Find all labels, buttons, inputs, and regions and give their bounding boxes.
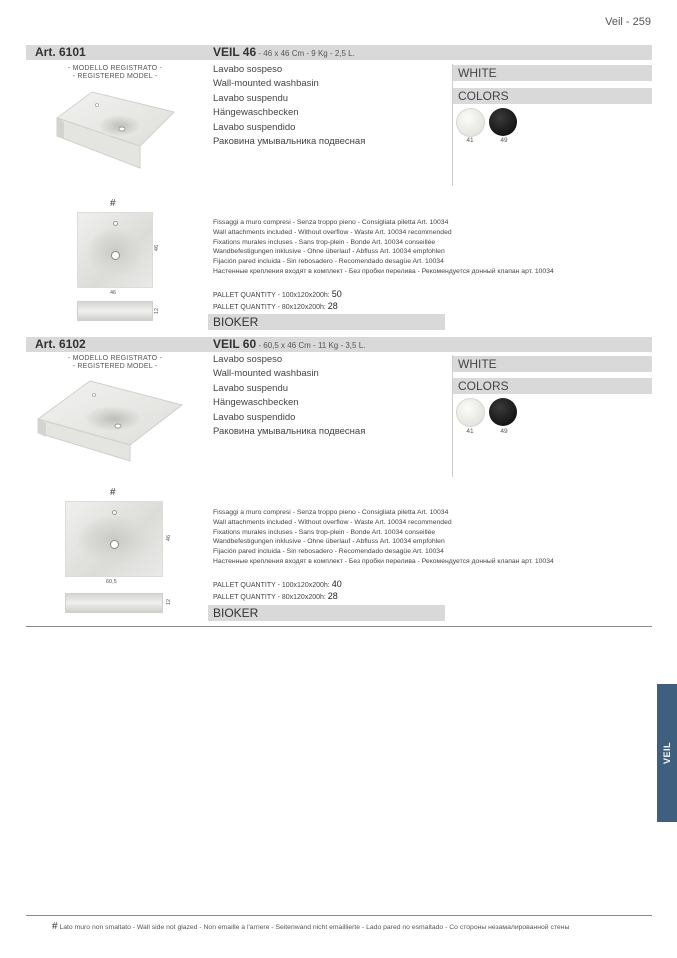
- wall-side-marker: #: [110, 487, 116, 498]
- pallet-value: 40: [331, 579, 342, 589]
- finish-header: [453, 65, 652, 81]
- footer-hash-marker: #: [52, 921, 58, 932]
- swatch-code: 41: [466, 137, 474, 144]
- description-de: Hängewaschbecken: [213, 107, 299, 119]
- pallet-value: 28: [327, 591, 338, 601]
- pallet-quantities: [213, 289, 342, 313]
- description-fr: Lavabo suspendu: [213, 92, 289, 104]
- pallet-label: PALLET QUANTITY - 80x120x200h:: [213, 304, 326, 311]
- color-swatch-black: [489, 398, 517, 426]
- registered-model-note: [26, 355, 204, 371]
- swatch-code: 49: [500, 137, 508, 144]
- color-swatch-black: [489, 108, 517, 136]
- dimension-depth: 46: [154, 244, 161, 252]
- description-en: Wall-mounted washbasin: [213, 78, 319, 90]
- registered-model-it: - MODELLO REGISTRATO -: [68, 355, 162, 362]
- material-bar: [208, 605, 445, 621]
- material-label: BIOKER: [213, 606, 259, 620]
- note-en: Wall attachments included - Without overflow - Waste Art. 10034 recommended: [213, 228, 452, 236]
- footer-note: [52, 921, 569, 932]
- pallet-quantities: [213, 579, 342, 603]
- section-divider: [26, 626, 652, 627]
- product-spec: - 60,5 x 46 Cm - 11 Kg - 3,5 L.: [256, 341, 366, 350]
- product-header-bar: [26, 45, 652, 60]
- finish-header: [453, 356, 652, 372]
- page-reference: Veil - 259: [605, 16, 651, 28]
- drain-hole: [110, 540, 119, 549]
- dimension-width: 46: [110, 290, 117, 296]
- product-descriptions: [213, 63, 365, 149]
- basin-side-view: [65, 593, 163, 613]
- note-es: Fijación pared incluida - Sin rebosadero - Recomendado desagüe Art. 10034: [213, 548, 444, 556]
- colors-header: [453, 378, 652, 394]
- pallet-row: [213, 289, 342, 301]
- color-swatch-white: [456, 108, 485, 137]
- installation-notes: [213, 218, 554, 277]
- note-de: Wandbefestigungen inklusive - Ohne überlauf - Abfluss Art. 10034 empfohlen: [213, 538, 445, 546]
- description-es: Lavabo suspendido: [213, 411, 296, 423]
- description-ru: Раковина умывальника подвесная: [213, 426, 366, 438]
- pallet-value: 50: [331, 289, 342, 299]
- dimension-height: 12: [166, 598, 173, 606]
- finish-label: WHITE: [458, 357, 497, 371]
- material-label: BIOKER: [213, 315, 259, 329]
- description-ru: Раковина умывальника подвесная: [213, 136, 366, 148]
- footer-text: Lato muro non smaltato - Wall side not glazed - Non emaille a l'arriere - Seitenwand nicht emaillierte - Lado pared no esmaltado - Со стороны незамалированной стены: [57, 924, 570, 931]
- note-fr: Fixations murales incluses - Sans trop-plein - Bonde Art. 10034 conseillée: [213, 238, 436, 246]
- description-es: Lavabo suspendido: [213, 121, 296, 133]
- footer-divider: [26, 915, 652, 916]
- colors-label: COLORS: [458, 379, 509, 393]
- registered-model-en: - REGISTERED MODEL -: [72, 73, 158, 80]
- pallet-row: [213, 591, 342, 603]
- product-title: [213, 45, 355, 61]
- color-swatch-white: [456, 398, 485, 427]
- description-fr: Lavabo suspendu: [213, 382, 289, 394]
- dimension-height: 12: [154, 307, 161, 315]
- description-it: Lavabo sospeso: [213, 64, 283, 75]
- basin-top-view: [65, 501, 163, 577]
- note-de: Wandbefestigungen inklusive - Ohne überlauf - Abfluss Art. 10034 empfohlen: [213, 248, 445, 256]
- note-fr: Fixations murales incluses - Sans trop-plein - Bonde Art. 10034 conseillée: [213, 528, 436, 536]
- product-header-bar: [26, 337, 652, 352]
- finish-label: WHITE: [458, 66, 497, 80]
- note-ru: Настенные крепления входят в комплект - Без пробки перелива - Рекомендуется донный клапан арт. 10034: [213, 267, 554, 275]
- colors-header: [453, 88, 652, 104]
- pallet-row: [213, 301, 342, 313]
- description-en: Wall-mounted washbasin: [213, 368, 319, 380]
- tap-hole: [112, 510, 117, 515]
- colors-label: COLORS: [458, 89, 509, 103]
- swatch-code: 41: [466, 428, 474, 435]
- dimension-width: 60,5: [106, 579, 117, 585]
- article-number: Art. 6102: [35, 337, 86, 351]
- pallet-label: PALLET QUANTITY - 100x120x200h:: [213, 292, 330, 299]
- product-title: [213, 337, 365, 353]
- model-name: VEIL 46: [213, 45, 257, 59]
- registered-model-en: - REGISTERED MODEL -: [72, 363, 158, 370]
- pallet-label: PALLET QUANTITY - 80x120x200h:: [213, 594, 326, 601]
- registered-model-note: [26, 65, 204, 81]
- note-es: Fijación pared incluida - Sin rebosadero - Recomendado desagüe Art. 10034: [213, 258, 444, 266]
- article-number: Art. 6101: [35, 45, 86, 59]
- note-en: Wall attachments included - Without overflow - Waste Art. 10034 recommended: [213, 518, 452, 526]
- pallet-value: 28: [327, 301, 338, 311]
- basin-perspective-image: [32, 375, 187, 465]
- wall-side-marker: #: [110, 198, 116, 209]
- product-spec: - 46 x 46 Cm - 9 Kg - 2,5 L.: [256, 49, 355, 58]
- basin-perspective-image: [52, 88, 182, 178]
- divider-line: [452, 355, 453, 477]
- pallet-row: [213, 579, 342, 591]
- note-it: Fissaggi a muro compresi - Senza troppo pieno - Consigliata piletta Art. 10034: [213, 219, 449, 226]
- basin-side-view: [77, 301, 153, 321]
- section-tab-label: VEIL: [662, 741, 672, 765]
- registered-model-it: - MODELLO REGISTRATO -: [68, 65, 162, 72]
- basin-top-view: [77, 212, 153, 288]
- description-de: Hängewaschbecken: [213, 397, 299, 409]
- divider-line: [452, 64, 453, 186]
- product-descriptions: [213, 353, 365, 439]
- description-it: Lavabo sospeso: [213, 354, 283, 365]
- model-name: VEIL 60: [213, 337, 257, 351]
- installation-notes: [213, 508, 554, 567]
- section-tab: [657, 684, 677, 822]
- drain-hole: [111, 251, 120, 260]
- note-ru: Настенные крепления входят в комплект - Без пробки перелива - Рекомендуется донный клапан арт. 10034: [213, 557, 554, 565]
- pallet-label: PALLET QUANTITY - 100x120x200h:: [213, 582, 330, 589]
- dimension-depth: 46: [166, 534, 173, 542]
- tap-hole: [113, 221, 118, 226]
- swatch-code: 49: [500, 428, 508, 435]
- material-bar: [208, 314, 445, 330]
- note-it: Fissaggi a muro compresi - Senza troppo pieno - Consigliata piletta Art. 10034: [213, 509, 449, 516]
